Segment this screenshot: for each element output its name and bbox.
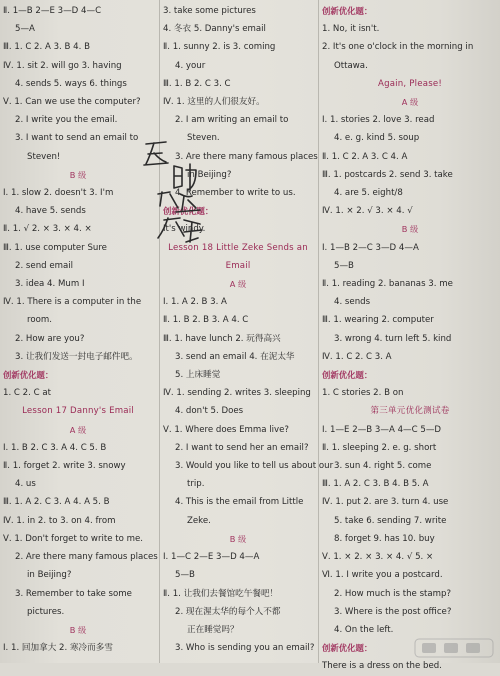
answer-line: 4. e. g. kind 5. soup [334, 133, 420, 144]
answer-line: Ⅵ. 1. I write you a postcard. [322, 570, 443, 581]
lesson-title: Lesson 18 Little Zeke Sends an [168, 242, 308, 253]
answer-line: Ottawa. [334, 60, 368, 71]
handwriting-strokes-icon [140, 138, 210, 248]
answer-line: 4. sends [334, 297, 371, 308]
answer-line: Ⅲ. 1. A 2. C 3. B 4. B 5. A [322, 479, 429, 490]
lesson-title: Lesson 17 Danny's Email [22, 406, 134, 417]
answer-line: 3. send an email 4. 在泥太华 [175, 351, 295, 362]
level-label: A 级 [401, 97, 419, 108]
answer-line: in Beijing? [27, 570, 72, 581]
answer-line: 4. On the left. [334, 624, 394, 635]
section-heading: 创新优化题： [322, 643, 373, 654]
answer-line: 4. 冬衣 5. Danny's email [163, 24, 266, 35]
answer-line: 3. wrong 4. turn left 5. kind [334, 333, 452, 344]
level-label: B 级 [229, 533, 247, 544]
answer-line: 5—A [15, 24, 35, 35]
answer-line: Ⅲ. 1. use computer Sure [3, 242, 107, 253]
level-label: B 级 [401, 224, 419, 235]
answer-line: 3. Would you like to tell us about our [175, 461, 334, 472]
answer-line: Steven! [27, 151, 61, 162]
answer-line: 正在睡觉吗？ [187, 624, 239, 635]
answer-line: Ⅱ. 1—B 2—E 3—D 4—C [3, 6, 102, 16]
answer-line: Ⅰ. 1—E 2—B 3—A 4—C 5—D [322, 424, 442, 435]
answer-line: 3. Remember to take some [15, 588, 132, 599]
answer-line: Ⅴ. 1. Where does Emma live? [163, 424, 289, 435]
answer-line: 4. your [175, 60, 206, 71]
answer-line: 8. forget 9. has 10. buy [334, 533, 435, 544]
answer-line: Ⅰ. 1. 回加拿大 2. 寒冷而多雪 [3, 643, 113, 654]
answer-line: There is a dress on the bed. [322, 661, 442, 672]
answer-line: 2. I write you the email. [15, 115, 118, 126]
answer-line: Ⅳ. 1. C 2. C 3. A [322, 351, 392, 362]
level-label: A 级 [69, 424, 87, 435]
lesson-title: 第三单元优化测试卷 [370, 406, 450, 417]
answer-line: Ⅰ. 1—C 2—E 3—D 4—A [163, 552, 260, 563]
answer-line: 5. 上床睡觉 [175, 370, 221, 381]
answer-line: 1. No, it isn't. [322, 24, 380, 35]
answer-line: 2. How are you? [15, 333, 85, 344]
answer-line: 2. I want to send her an email? [175, 442, 309, 453]
answer-column-1 [3, 2, 158, 663]
answer-line: Ⅰ. 1. stories 2. love 3. read [322, 115, 435, 126]
answer-line: 3. I want to send an email to [15, 133, 139, 144]
answer-line: Ⅰ. 1. B 2. C 3. A 4. C 5. B [3, 442, 107, 453]
answer-line: 4. sends 5. ways 6. things [15, 78, 127, 89]
answer-line: 2. I am writing an email to [175, 115, 289, 126]
level-label: A 级 [229, 279, 247, 290]
answer-line: Ⅱ. 1. forget 2. write 3. snowy [3, 461, 126, 472]
answer-line: 2. Are there many famous places [15, 552, 158, 563]
answer-line: Ⅱ. 1. sleeping 2. e. g. short [322, 442, 437, 453]
answer-line: 3. idea 4. Mum I [15, 279, 85, 290]
answer-line: Ⅳ. 1. in 2. to 3. on 4. from [3, 515, 116, 526]
answer-line: Zeke. [187, 515, 211, 526]
answer-line: 3. take some pictures [163, 6, 256, 16]
answer-line: Ⅱ. 1. reading 2. bananas 3. me [322, 279, 453, 290]
answer-line: Ⅴ. 1. Don't forget to write to me. [3, 533, 144, 544]
answer-line: pictures. [27, 606, 65, 617]
answer-line: 4. don't 5. Does [175, 406, 244, 417]
level-label: B 级 [69, 624, 87, 635]
answer-line: Ⅲ. 1. postcards 2. send 3. take [322, 169, 453, 180]
answer-line: Ⅳ. 1. sit 2. will go 3. having [3, 60, 122, 71]
section-heading: 创新优化题： [3, 370, 54, 381]
answer-line: 1. C 2. C at [3, 388, 51, 399]
answer-line: 3. sun 4. right 5. come [334, 461, 432, 472]
column-divider-2 [318, 0, 319, 663]
answer-line: Ⅰ. 1. slow 2. doesn't 3. I'm [3, 188, 114, 199]
column-divider-1 [159, 0, 160, 663]
answer-column-2 [163, 2, 334, 663]
answer-line: 5. take 6. sending 7. write [334, 515, 447, 526]
answer-line: Ⅳ. 1. × 2. √ 3. × 4. √ [322, 206, 413, 217]
answer-line: 4. This is the email from Little [175, 497, 304, 508]
answer-column-3 [322, 2, 498, 672]
answer-line: 4. us [15, 479, 36, 490]
answer-line: Ⅲ. 1. have lunch 2. 玩得高兴 [163, 333, 281, 344]
lesson-title: Again, Please! [377, 78, 443, 89]
answer-line: Ⅱ. 1. B 2. B 3. A 4. C [163, 315, 249, 326]
answer-line: Ⅳ. 1. put 2. are 3. turn 4. use [322, 497, 449, 508]
answer-line: room. [27, 315, 52, 326]
answer-line: Ⅲ. 1. C 2. A 3. B 4. B [3, 42, 90, 53]
lesson-title: Email [225, 260, 251, 271]
answer-line: 5—B [334, 260, 354, 271]
answer-line: 4. Remember to write to us. [175, 188, 296, 199]
answer-line: 2. It's one o'clock in the morning in [322, 42, 474, 53]
answer-line: Ⅴ. 1. Can we use the computer? [3, 97, 141, 108]
section-heading: 创新优化题： [322, 370, 373, 381]
section-heading: 创新优化题： [322, 6, 373, 16]
answer-line: Ⅳ. 1. There is a computer in the [3, 297, 142, 308]
answer-line: Ⅰ. 1. A 2. B 3. A [163, 297, 227, 308]
answer-line: Ⅲ. 1. B 2. C 3. C [163, 78, 231, 89]
answer-line: Ⅱ. 1. sunny 2. is 3. coming [163, 42, 276, 53]
answer-line: 2. 现在渥太华的每个人不都 [175, 606, 281, 617]
answer-line: Ⅳ. 1. sending 2. writes 3. sleeping [163, 388, 311, 399]
answer-line: Ⅱ. 1. C 2. A 3. C 4. A [322, 151, 408, 162]
watermark-logo [414, 637, 494, 659]
answer-line: 2. send email [15, 260, 74, 271]
level-label: B 级 [69, 169, 87, 180]
answer-line: Steven. [187, 133, 220, 144]
answer-line: 1. C stories 2. B on [322, 388, 404, 399]
section-heading: 创新优化题： [163, 206, 214, 217]
answer-line: trip. [187, 479, 205, 490]
answer-line: 3. Who is sending you an email? [175, 643, 315, 654]
answer-line: Ⅱ. 1. √ 2. × 3. × 4. × [3, 224, 92, 235]
answer-line: Ⅴ. 1. × 2. × 3. × 4. √ 5. × [322, 552, 434, 563]
answer-line: 3. Where is the post office? [334, 606, 452, 617]
answer-line: 3. 让我们发送一封电子邮件吧。 [15, 351, 138, 362]
answer-line: 3. Are there many famous places [175, 151, 318, 162]
answer-line: Ⅰ. 1—B 2—C 3—D 4—A [322, 242, 419, 253]
answer-line: 4. are 5. eight/8 [334, 188, 403, 199]
answer-line: 5—B [175, 570, 195, 581]
answer-line: Ⅲ. 1. wearing 2. computer [322, 315, 434, 326]
answer-line: Ⅱ. 1. 让我们去餐馆吃午餐吧！ [163, 588, 279, 599]
answer-line: It's windy. [163, 224, 206, 235]
answer-line: in Beijing? [187, 169, 232, 180]
answer-line: Ⅲ. 1. A 2. C 3. A 4. A 5. B [3, 497, 110, 508]
answer-line: 2. How much is the stamp? [334, 588, 452, 599]
answer-line: 4. have 5. sends [15, 206, 86, 217]
answer-line: Ⅳ. 1. 这里的人们很友好。 [163, 97, 265, 108]
handwritten-annotation [140, 138, 210, 248]
